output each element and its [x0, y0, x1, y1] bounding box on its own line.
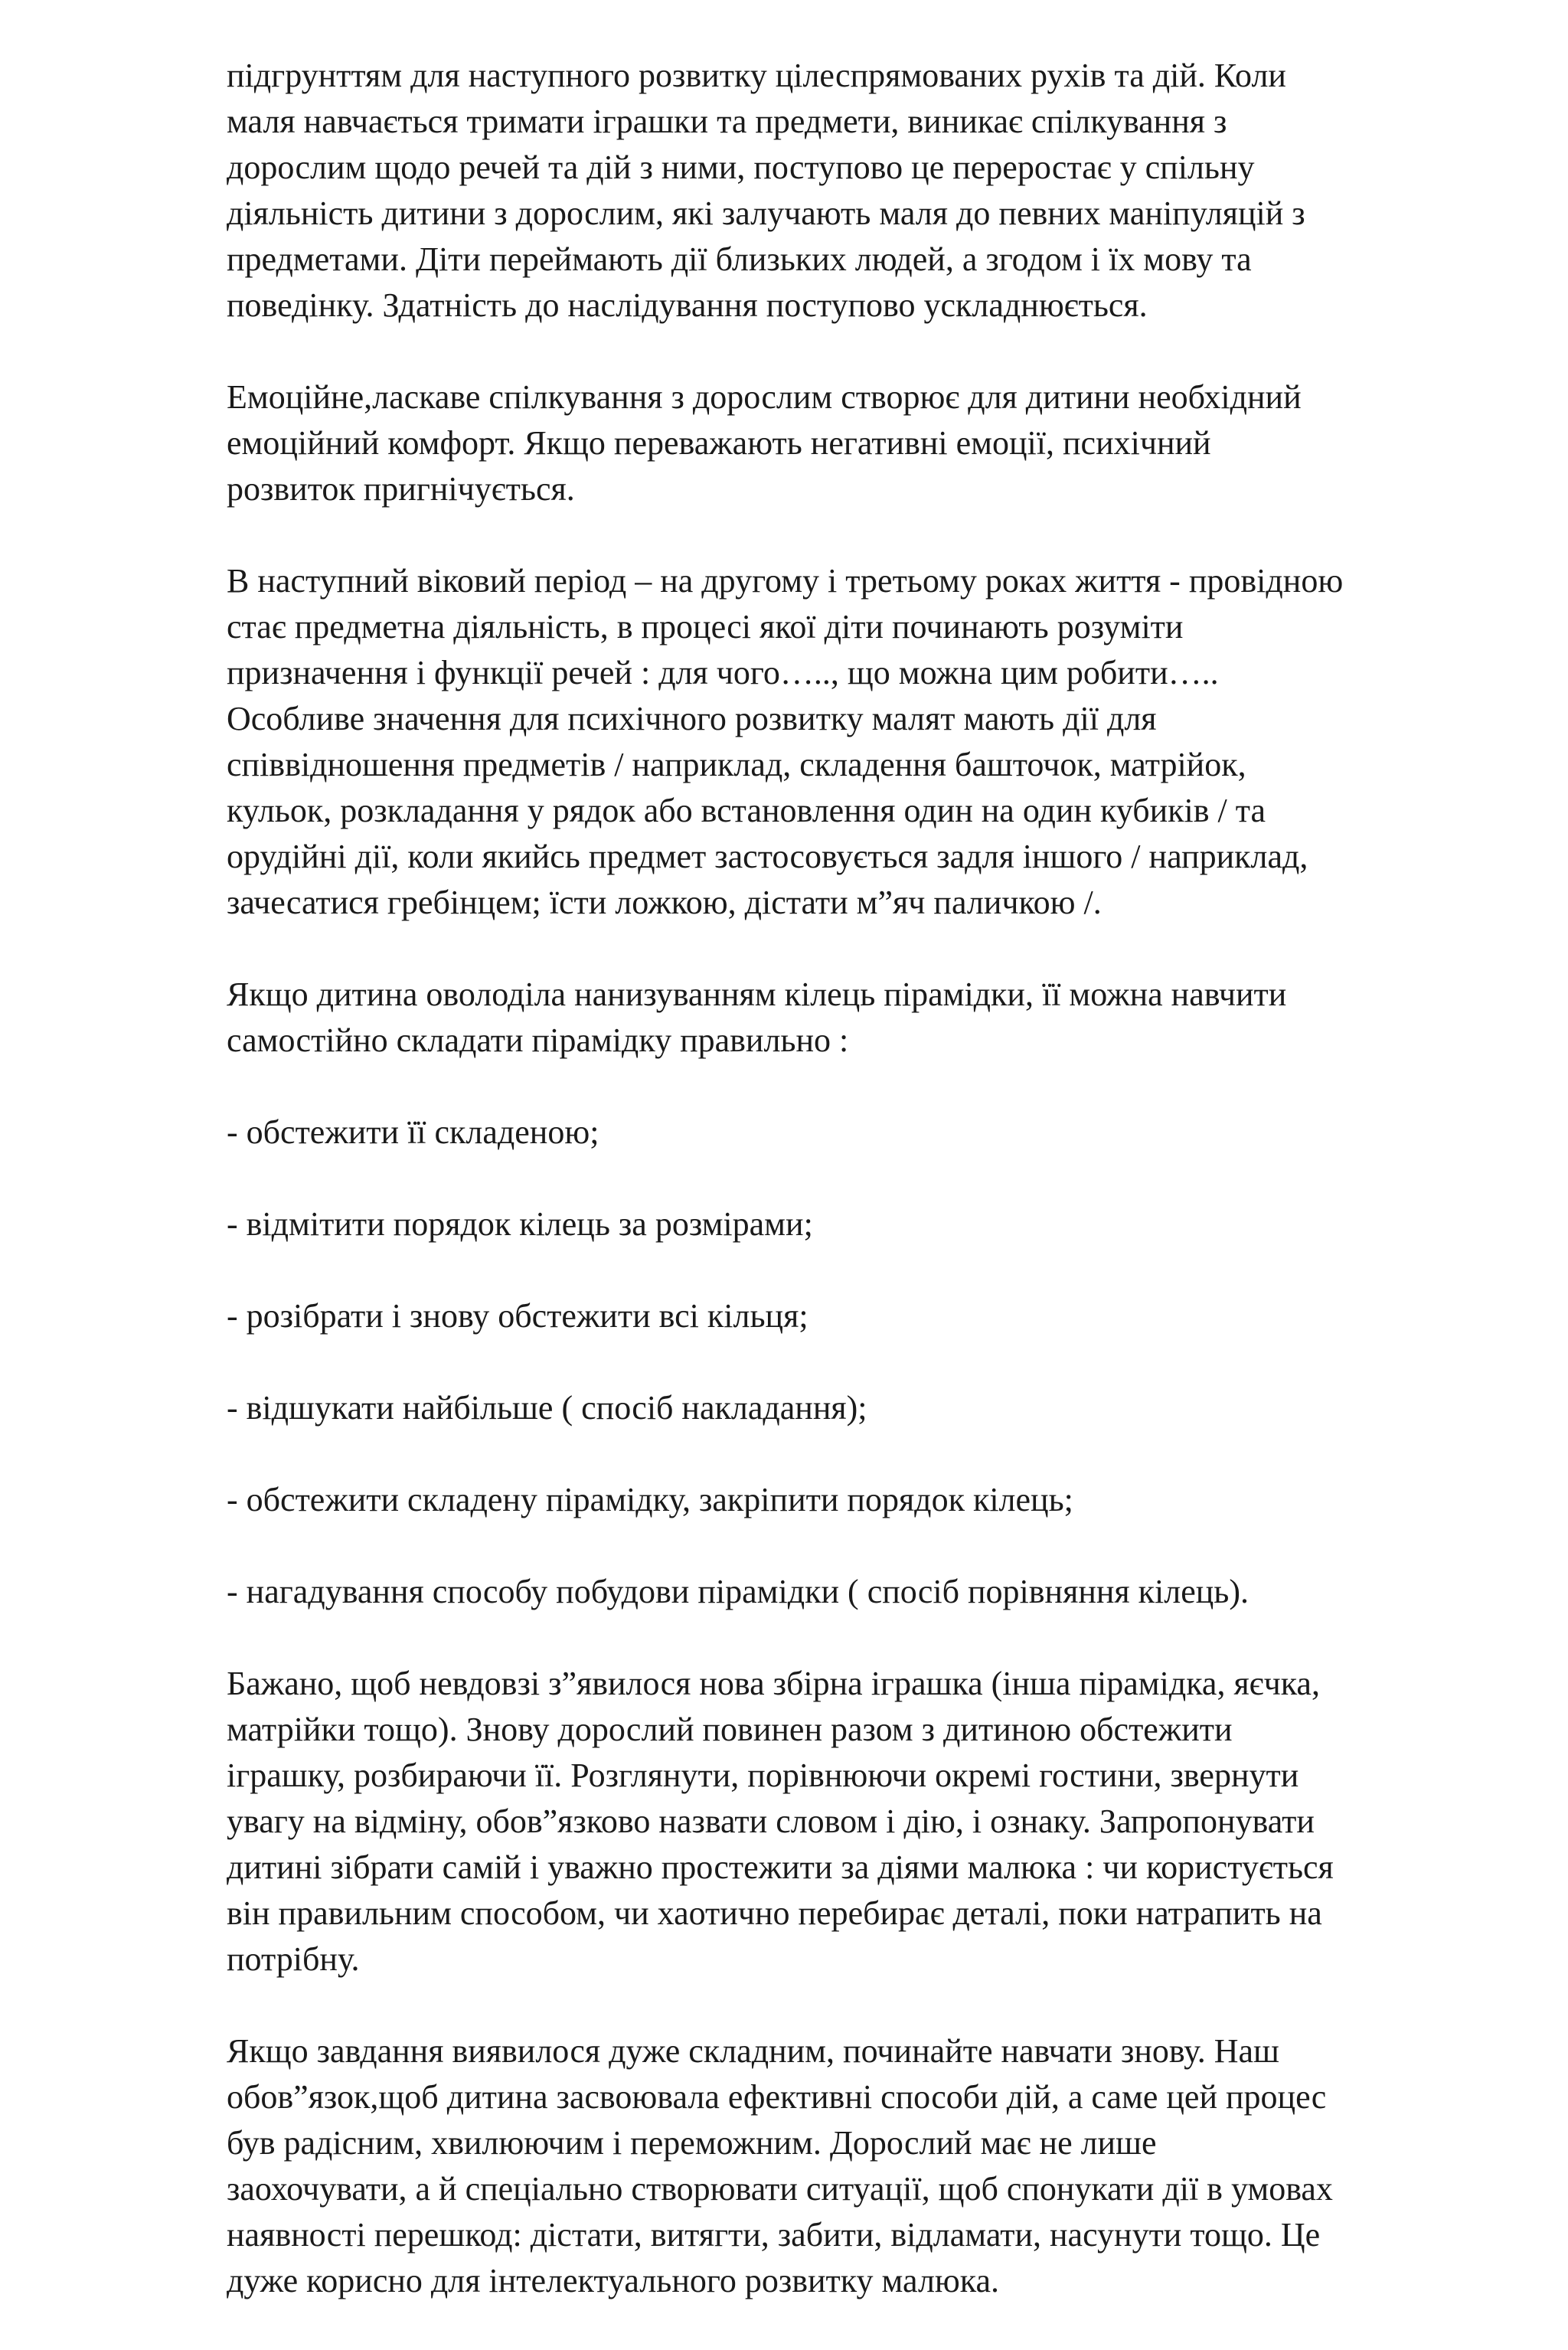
paragraph-line: обов”язок,щоб дитина засвоювала ефективні способи дій, а саме цей процес: [227, 2078, 1327, 2116]
list-item: - обстежити її складеною;: [227, 1113, 599, 1151]
list-item: - нагадування способу побудови пірамідки ( спосіб порівняння кілець).: [227, 1573, 1250, 1610]
paragraph-line: зачесатися гребінцем; їсти ложкою, дістати м”яч паличкою /.: [227, 884, 1102, 921]
paragraph-line: наявності перешкод: дістати, витягти, забити, відламати, насунути тощо. Це: [227, 2216, 1321, 2254]
paragraph-line: предметами. Діти переймають дії близьких людей, а згодом і їх мову та: [227, 240, 1252, 278]
paragraph-line: стає предметна діяльність, в процесі якої діти починають розуміти: [227, 608, 1184, 646]
paragraph-object-activity: [227, 558, 1482, 926]
paragraph-line: орудійні дії, коли якийсь предмет застосовується задля іншого / наприклад,: [227, 838, 1308, 875]
pyramid-steps-list: [227, 1110, 1482, 1615]
paragraph-imitation: [227, 53, 1482, 328]
paragraph-difficult-task: [227, 2028, 1482, 2304]
paragraph-line: був радісним, хвилюючим і переможним. Дорослий має не лише: [227, 2124, 1157, 2162]
paragraph-new-toy: [227, 1661, 1482, 1982]
paragraph-line: Емоційне,ласкаве спілкування з дорослим створює для дитини необхідний: [227, 378, 1302, 416]
document-body: [227, 53, 1482, 2350]
paragraph-line: потрібну.: [227, 1940, 360, 1978]
paragraph-line: дорослим щодо речей та дій з ними, поступово це переростає у спільну: [227, 149, 1255, 186]
paragraph-line: емоційний комфорт. Якщо переважають негативні емоції, психічний: [227, 424, 1211, 462]
paragraph-line: заохочувати, а й спеціально створювати ситуації, щоб спонукати дії в умовах: [227, 2170, 1333, 2208]
paragraph-line: В наступний віковий період – на другому і третьому роках життя - провідною: [227, 562, 1344, 600]
paragraph-line: матрійки тощо). Знову дорослий повинен разом з дитиною обстежити: [227, 1711, 1233, 1748]
paragraph-line: він правильним способом, чи хаотично перебирає деталі, поки натрапить на: [227, 1894, 1322, 1932]
paragraph-line: Якщо завдання виявилося дуже складним, починайте навчати знову. Наш: [227, 2032, 1279, 2070]
paragraph-line: розвиток пригнічується.: [227, 470, 575, 508]
paragraph-line: кульок, розкладання у рядок або встановлення один на один кубиків / та: [227, 792, 1266, 829]
list-item: - обстежити складену пірамідку, закріпити порядок кілець;: [227, 1481, 1073, 1518]
paragraph-line: Бажано, щоб невдовзі з”явилося нова збірна іграшка (інша пірамідка, яєчка,: [227, 1665, 1320, 1702]
paragraph-line: маля навчається тримати іграшки та предмети, виникає спілкування з: [227, 103, 1227, 140]
paragraph-line: діяльність дитини з дорослим, які залучають маля до певних маніпуляцій з: [227, 194, 1305, 232]
list-item: - розібрати і знову обстежити всі кільця;: [227, 1297, 808, 1335]
paragraph-line: співвідношення предметів / наприклад, складення башточок, матрійок,: [227, 746, 1246, 783]
paragraph-line: дуже корисно для інтелектуального розвитку малюка.: [227, 2262, 1000, 2299]
paragraph-line: Якщо дитина оволоділа нанизуванням кілець пірамідки, її можна навчити: [227, 976, 1287, 1013]
paragraph-line: поведінку. Здатність до наслідування поступово ускладнюється.: [227, 286, 1148, 324]
paragraph-line: підгрунттям для наступного розвитку цілеспрямованих рухів та дій. Коли: [227, 57, 1286, 94]
paragraph-pyramid-intro: [227, 972, 1482, 1064]
paragraph-line: увагу на відміну, обов”язково назвати словом і дію, і ознаку. Запропонувати: [227, 1803, 1315, 1840]
paragraph-line: дитині зібрати самій і уважно простежити за діями малюка : чи користується: [227, 1848, 1334, 1886]
list-item: - відмітити порядок кілець за розмірами;: [227, 1205, 813, 1243]
paragraph-line: самостійно складати пірамідку правильно :: [227, 1021, 849, 1059]
paragraph-line: призначення і функції речей : для чого….., що можна цим робити…..: [227, 654, 1219, 691]
paragraph-line: Особливе значення для психічного розвитку малят мають дії для: [227, 700, 1157, 737]
paragraph-emotional-comfort: [227, 374, 1482, 512]
paragraph-line: іграшку, розбираючи її. Розглянути, порівнюючи окремі гостини, звернути: [227, 1757, 1299, 1794]
list-item: - відшукати найбільше ( спосіб накладання);: [227, 1389, 867, 1427]
